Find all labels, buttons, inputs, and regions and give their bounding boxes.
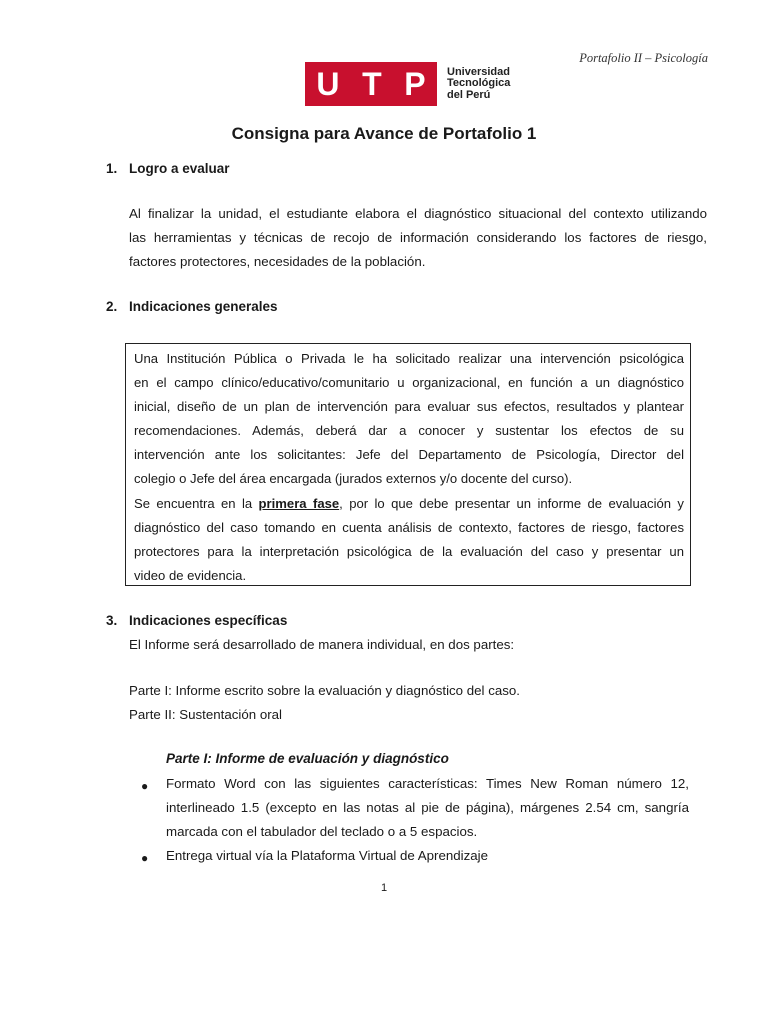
part-1-subheading: Parte I: Informe de evaluación y diagnóstico xyxy=(166,751,449,766)
bullet-dot-icon: ● xyxy=(141,851,149,865)
bullet-line: marcada con el tabulador del teclado o a 5 espacios. xyxy=(166,824,478,839)
box-line: Una Institución Pública o Privada le ha solicitado realizar una intervención psicológica xyxy=(134,351,684,366)
box-line: diagnóstico del caso tomando en cuenta análisis de contexto, factores de riesgo, factores xyxy=(134,519,684,535)
phase-text: Se encuentra en la xyxy=(134,495,259,511)
bullet-line: Formato Word con las siguientes características: Times New Roman número 12, xyxy=(166,776,689,791)
bullet-dot-icon: ● xyxy=(141,779,149,793)
section-3-intro: El Informe será desarrollado de manera individual, en dos partes: xyxy=(129,637,515,652)
bullet-item-format xyxy=(166,772,689,844)
paragraph-line: Al finalizar la unidad, el estudiante elabora el diagnóstico situacional del contexto utilizando xyxy=(129,206,707,221)
document-title: Consigna para Avance de Portafolio 1 xyxy=(231,124,537,143)
bullet-item-delivery xyxy=(166,844,689,868)
section-title: Logro a evaluar xyxy=(129,161,230,176)
logo-name-line: Tecnológica xyxy=(447,77,511,90)
section-title: Indicaciones específicas xyxy=(129,613,288,628)
box-line: recomendaciones. Además, deberá dar a conocer y sustentar los efectos de su xyxy=(134,423,684,439)
box-line: protectores para la interpretación psicológica de la evaluación del caso y presentar un xyxy=(134,543,684,559)
logo-name-line: del Perú xyxy=(447,88,491,101)
section-number: 1. xyxy=(106,161,118,176)
bullet-line: interlineado 1.5 (excepto en las notas al pie de página), márgenes 2.54 cm, sangría xyxy=(166,800,689,815)
bullet-line: Entrega virtual vía la Plataforma Virtual de Aprendizaje xyxy=(166,848,489,863)
section-title: Indicaciones generales xyxy=(129,299,278,314)
logo-letter-p: P xyxy=(404,65,426,102)
part-1-description: Parte I: Informe escrito sobre la evaluación y diagnóstico del caso. xyxy=(129,683,520,698)
running-header: Portafolio II – Psicología xyxy=(579,51,708,65)
logo-name-line: Universidad xyxy=(447,65,510,78)
box-line: video de evidencia. xyxy=(134,567,247,583)
box-line: intervención ante los solicitantes: Jefe del Departamento de Psicología, Director del xyxy=(134,447,684,463)
paragraph-line: las herramientas y técnicas de recojo de información considerando los factores de riesgo, xyxy=(129,230,707,245)
logo-letter-t: T xyxy=(362,65,382,102)
phase-text: , por lo que debe presentar un informe de evaluación y xyxy=(339,495,684,511)
section-2-heading xyxy=(106,299,278,314)
part-2-description: Parte II: Sustentación oral xyxy=(129,707,282,722)
box-line: inicial, diseño de un plan de intervención para evaluar sus efectos, resultados y plantear xyxy=(134,399,684,415)
box-line-phase xyxy=(134,492,684,516)
section-number: 2. xyxy=(106,299,118,314)
section-1-heading xyxy=(106,161,230,176)
box-line: en el campo clínico/educativo/comunitario u organizacional, en función a un diagnóstico xyxy=(134,375,684,391)
paragraph-line: factores protectores, necesidades de la población. xyxy=(129,254,426,269)
phase-emphasis: primera fase xyxy=(258,495,340,511)
utp-logo xyxy=(305,62,510,106)
section-1-paragraph xyxy=(129,202,707,274)
logo-university-name xyxy=(447,67,510,102)
general-instructions-box xyxy=(125,343,691,586)
page-number: 1 xyxy=(380,882,388,894)
section-number: 3. xyxy=(106,613,118,628)
box-line: colegio o Jefe del área encargada (jurados externos y/o docente del curso). xyxy=(134,471,573,487)
logo-letters xyxy=(305,62,437,106)
section-3-heading xyxy=(106,613,287,628)
logo-letter-u: U xyxy=(316,65,340,102)
